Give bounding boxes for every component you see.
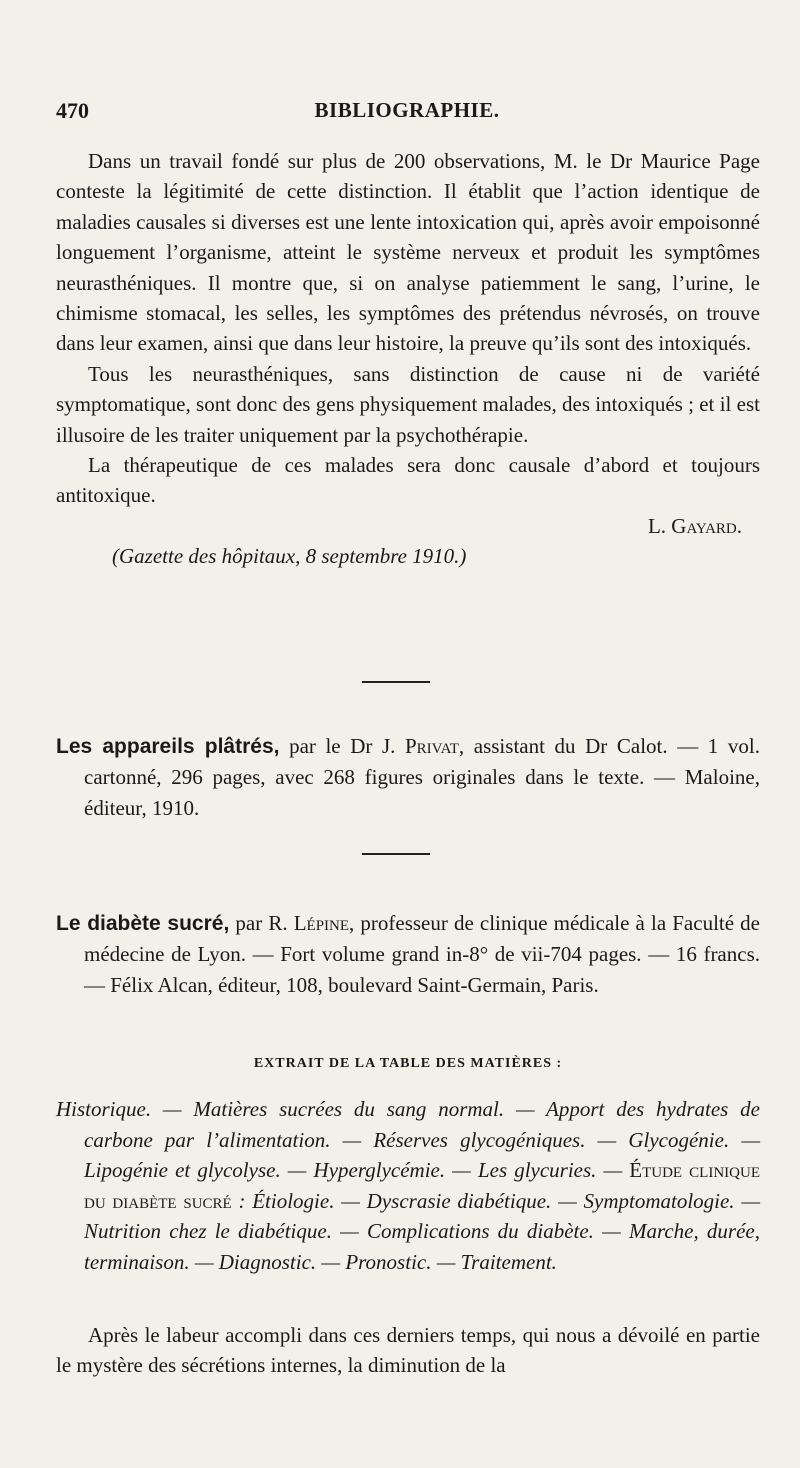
toc-heading: EXTRAIT DE LA TABLE DES MATIÈRES :	[253, 1056, 563, 1071]
review-continuation	[56, 1320, 760, 1381]
review-paragraph: Tous les neurasthéniques, sans distinction de cause ni de variété symptomatique, sont donc des gens physiquement malades, des intoxiqués ; et il est illusoire de les traiter uniquement par la psychothérapie.	[56, 361, 760, 447]
review-source: (Gazette des hôpitaux, 8 septembre 1910.)	[112, 544, 467, 569]
review-signature: L. Gayard.	[647, 513, 742, 538]
book-title: Le diabète sucré,	[56, 912, 230, 935]
book-author: Lépine	[293, 911, 350, 935]
book-details: , assistant du Dr Calot. — 1 vol. cartonné, 296 pages, avec 268 figures originales dans le texte. — Maloine, éditeur, 1910.	[84, 734, 760, 820]
review-paragraph: La thérapeutique de ces malades sera donc causale d’abord et toujours antitoxique.	[56, 453, 760, 508]
review-neurasthenia	[56, 146, 760, 572]
section-divider	[362, 853, 430, 855]
review-paragraph: Dans un travail fondé sur plus de 200 observations, M. le Dr Maurice Page conteste la légitimité de cette distinction. Il établit que l’action identique de maladies causales si diverses est une lente intoxication qui, après avoir empoisonné longuement l’organisme, atteint le système nerveux et produit les symptômes neurasthéniques. Il montre que, si on analyse patiemment le sang, l’urine, le chimisme stomacal, les selles, les symptômes des prétendus névrosés, on trouve dans leur examen, ainsi que dans leur histoire, la preuve qu’ils sont des intoxiqués.	[56, 149, 760, 356]
book-title: Les appareils plâtrés,	[56, 735, 280, 758]
running-title: BIBLIOGRAPHIE.	[314, 98, 500, 122]
book-entry: Le diabète sucré, par R. Lépine, professeur de clinique médicale à la Faculté de médecine de Lyon. — Fort volume grand in-8° de vii-704 pages. — 16 francs. — Félix Alcan, éditeur, 108, boulevard Saint-Germain, Paris.	[56, 911, 760, 997]
review-appareils-platres	[56, 731, 760, 823]
page-header	[56, 98, 758, 132]
page-number: 470	[56, 98, 89, 123]
book-entry: Les appareils plâtrés, par le Dr J. Privat, assistant du Dr Calot. — 1 vol. cartonné, 296 pages, avec 268 figures originales dans le texte. — Maloine, éditeur, 1910.	[56, 734, 760, 820]
toc-section-title: Étude clinique du diabète sucré	[84, 1158, 760, 1213]
table-of-contents-extract	[56, 1094, 760, 1278]
review-diabete-sucre	[56, 908, 760, 1000]
toc-body: Historique. — Matières sucrées du sang normal. — Apport des hydrates de carbone par l’alimentation. — Réserves glycogéniques. — Glycogénie. — Lipogénie et glycolyse. — Hyperglycémie. — Les glycuries. — Étude clinique du diabète sucré : Étiologie. — Dyscrasie diabétique. — Symptomatologie. — Nutrition chez le diabétique. — Complications du diabète. — Marche, durée, terminaison. — Diagnostic. — Pronostic. — Traitement.	[56, 1097, 760, 1274]
book-author: Privat	[405, 734, 459, 758]
review-paragraph: Après le labeur accompli dans ces derniers temps, qui nous a dévoilé en partie le mystère des sécrétions internes, la diminution de la	[56, 1323, 760, 1378]
book-details: , professeur de clinique médicale à la Faculté de médecine de Lyon. — Fort volume grand in-8° de vii-704 pages. — 16 francs. — Félix Alcan, éditeur, 108, boulevard Saint-Germain, Paris.	[84, 911, 760, 997]
section-divider	[362, 681, 430, 683]
